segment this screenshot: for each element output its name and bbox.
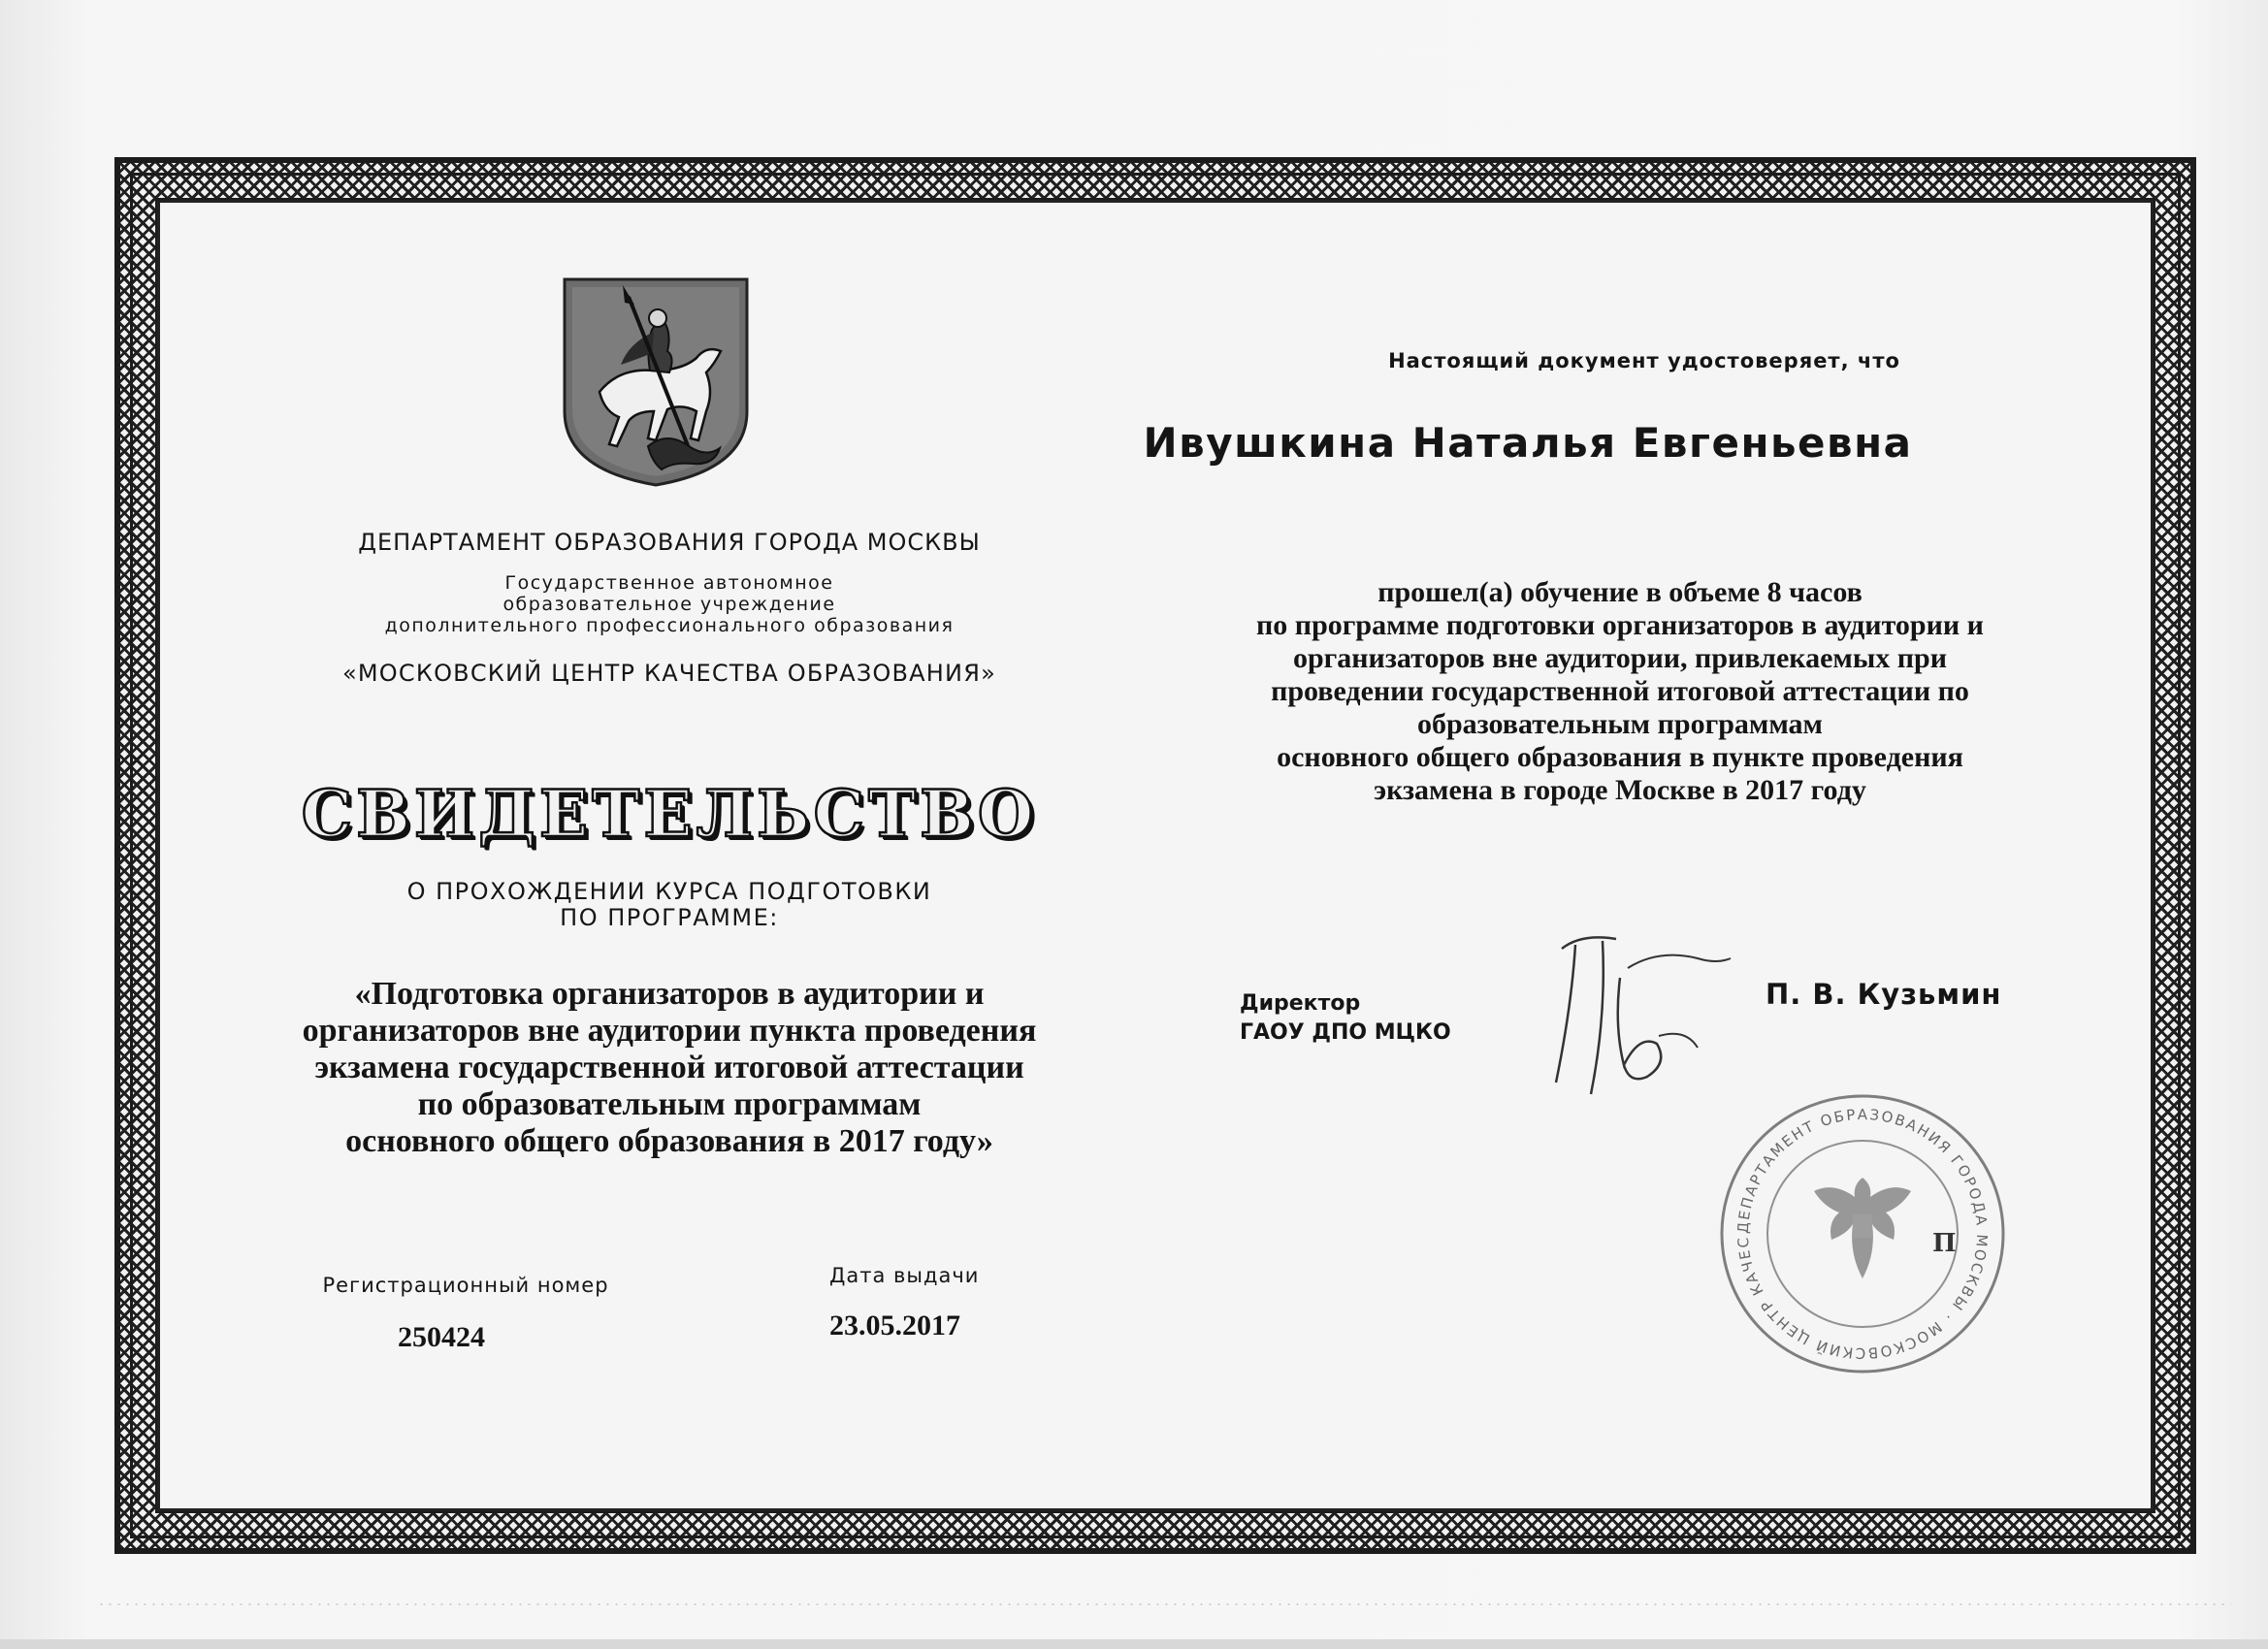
- course-subtitle: [291, 879, 1048, 931]
- issue-date: 23.05.2017: [829, 1310, 960, 1342]
- department-name: ДЕПАРТАМЕНТ ОБРАЗОВАНИЯ ГОРОДА МОСКВЫ: [358, 529, 981, 556]
- moscow-coat-of-arms-icon: [561, 275, 751, 489]
- official-seal-icon: [1707, 1088, 2018, 1379]
- person-name: Ивушкина Наталья Евгеньевна: [1143, 419, 1913, 467]
- org-type-line: образовательное учреждение: [502, 594, 836, 615]
- registration-label: Регистрационный номер: [322, 1274, 609, 1297]
- org-type-line: Государственное автономное: [504, 572, 834, 594]
- director-name: П. В. Кузьмин: [1766, 978, 2002, 1011]
- training-line: образовательным программам: [1416, 708, 1823, 740]
- training-line: экзамена в городе Москве в 2017 году: [1374, 774, 1866, 806]
- course-subtitle-line: ПО ПРОГРАММЕ:: [560, 904, 779, 931]
- program-line: организаторов вне аудитории пункта проведения: [302, 1013, 1037, 1049]
- scan-artifact-dots: [97, 1602, 2231, 1606]
- organization-type: [291, 572, 1048, 636]
- director-title-line: ГАОУ ДПО МЦКО: [1240, 1020, 1451, 1045]
- director-title: [1240, 989, 1451, 1048]
- center-name: «МОСКОВСКИЙ ЦЕНТР КАЧЕСТВА ОБРАЗОВАНИЯ»: [342, 660, 996, 687]
- program-line: по образовательным программам: [417, 1086, 922, 1122]
- document-title: СВИДЕТЕЛЬСТВО: [301, 776, 1038, 852]
- seal-text: ДЕПАРТАМЕНТ ОБРАЗОВАНИЯ ГОРОДА МОСКВЫ · МОСКОВСКИЙ ЦЕНТР КАЧЕС: [1733, 1105, 1992, 1363]
- org-type-line: дополнительного профессионального образования: [384, 615, 955, 636]
- training-description: [1183, 576, 2057, 807]
- training-line: проведении государственной итоговой аттестации по: [1271, 675, 1969, 707]
- training-line: организаторов вне аудитории, привлекаемых при: [1292, 642, 1948, 674]
- training-line: основного общего образования в пункте проведения: [1277, 741, 1963, 773]
- program-line: основного общего образования в 2017 году»: [345, 1123, 993, 1159]
- scan-bottom-edge: [0, 1639, 2268, 1649]
- seal-letter: П: [1932, 1229, 1957, 1258]
- program-title: [223, 976, 1116, 1160]
- training-line: прошел(а) обучение в объеме 8 часов: [1377, 576, 1863, 608]
- issue-date-label: Дата выдачи: [829, 1264, 980, 1287]
- director-title-line: Директор: [1240, 991, 1361, 1016]
- program-line: «Подготовка организаторов в аудитории и: [354, 976, 985, 1012]
- signature-icon: [1523, 920, 1746, 1104]
- attests-text: Настоящий документ удостоверяет, что: [1388, 349, 1900, 372]
- course-subtitle-line: О ПРОХОЖДЕНИИ КУРСА ПОДГОТОВКИ: [406, 878, 932, 905]
- registration-number: 250424: [398, 1321, 485, 1353]
- training-line: по программе подготовки организаторов в аудитории и: [1256, 609, 1984, 641]
- program-line: экзамена государственной итоговой аттестации: [314, 1050, 1024, 1085]
